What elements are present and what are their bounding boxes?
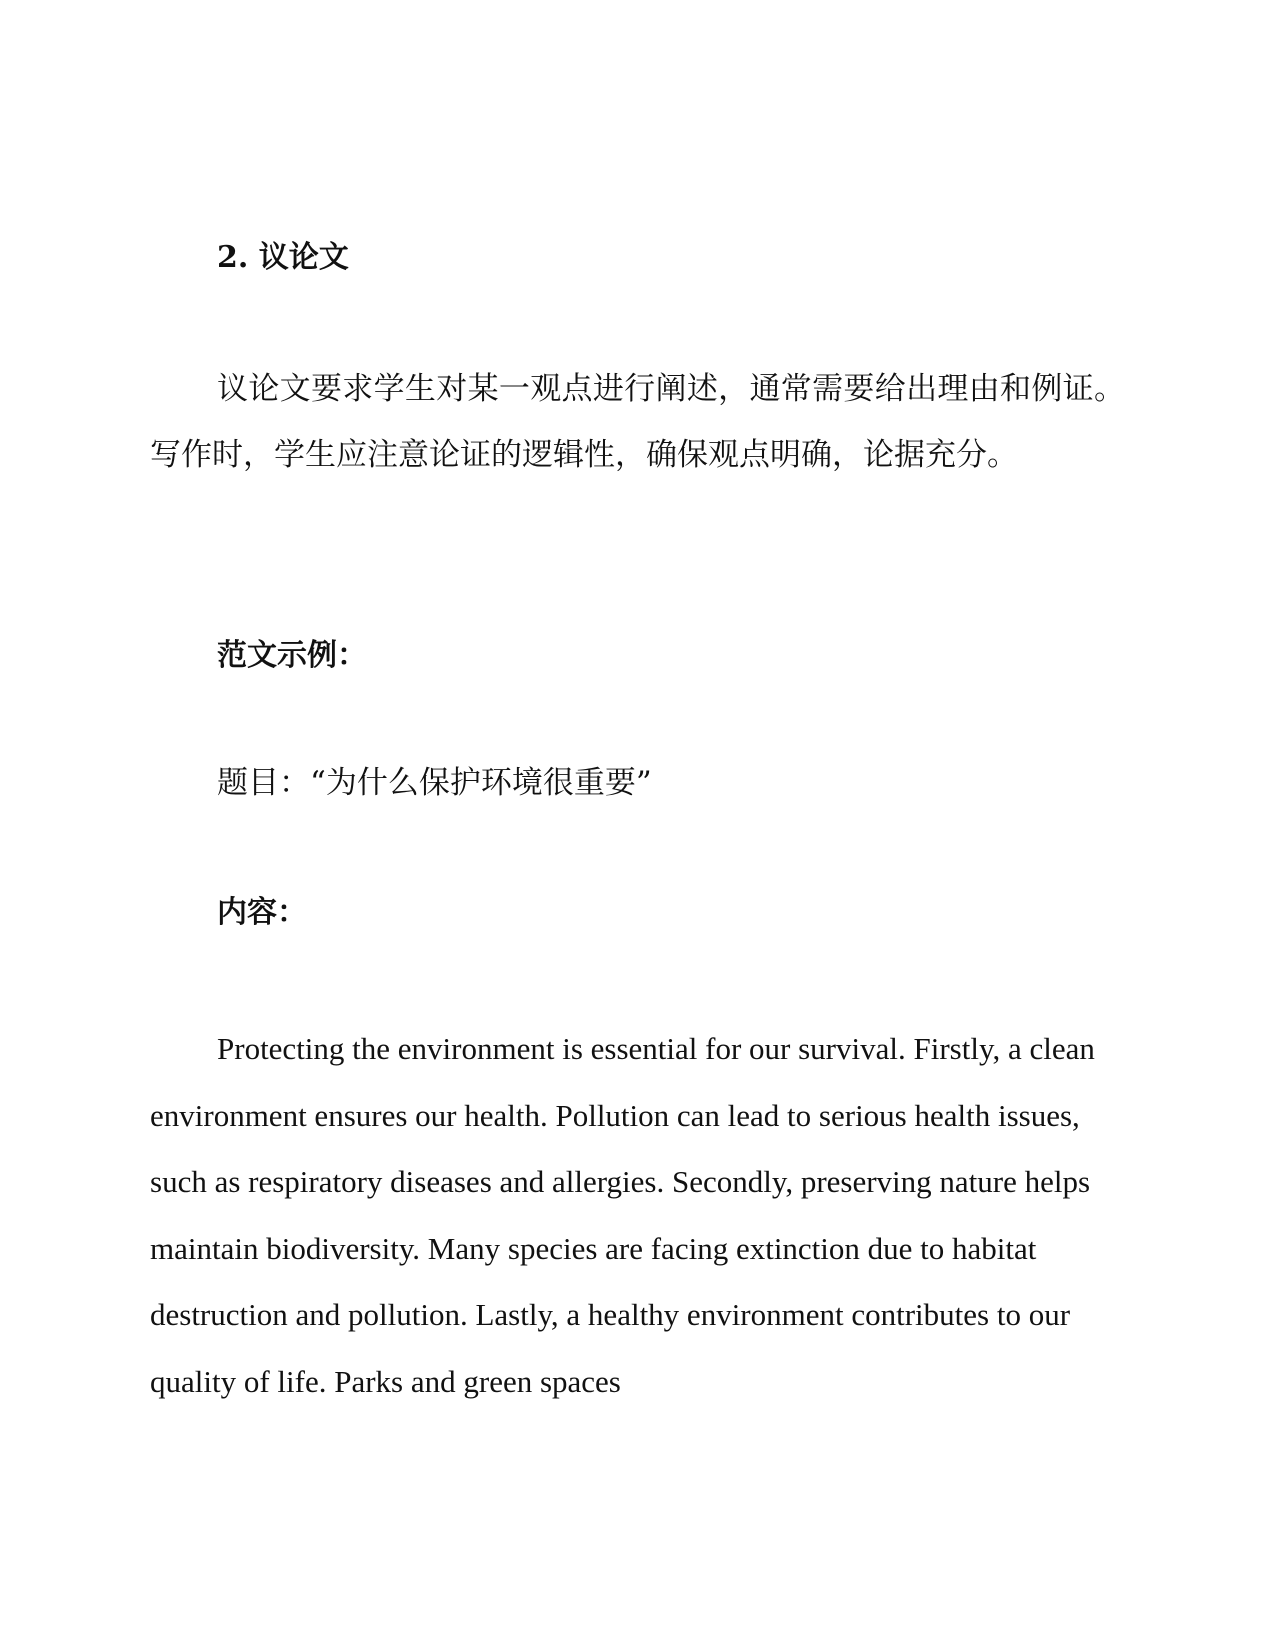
intro-paragraph: 议论文要求学生对某一观点进行阐述，通常需要给出理由和例证。写作时，学生应注意论证的逻辑性，确保观点明确，论据充分。: [150, 371, 1125, 473]
essay-paragraph-block: [150, 1016, 1115, 1415]
topic-line: 题目：“为什么保护环境很重要”: [217, 765, 652, 801]
section-heading: 2. 议论文: [217, 240, 349, 275]
intro-paragraph-block: [150, 356, 1125, 488]
content-label: 内容：: [217, 895, 307, 930]
sample-label: 范文示例：: [217, 638, 367, 673]
essay-paragraph: Protecting the environment is essential for our survival. Firstly, a clean environment ensures our health. Pollution can lead to serious health issues, such as respiratory diseases and allergies. Secondly, preserving nature helps maintain biodiversity. Many species are facing extinction due to habitat destruction and pollution. Lastly, a healthy environment contributes to our quality of life. Parks and green spaces: [150, 1031, 1095, 1399]
